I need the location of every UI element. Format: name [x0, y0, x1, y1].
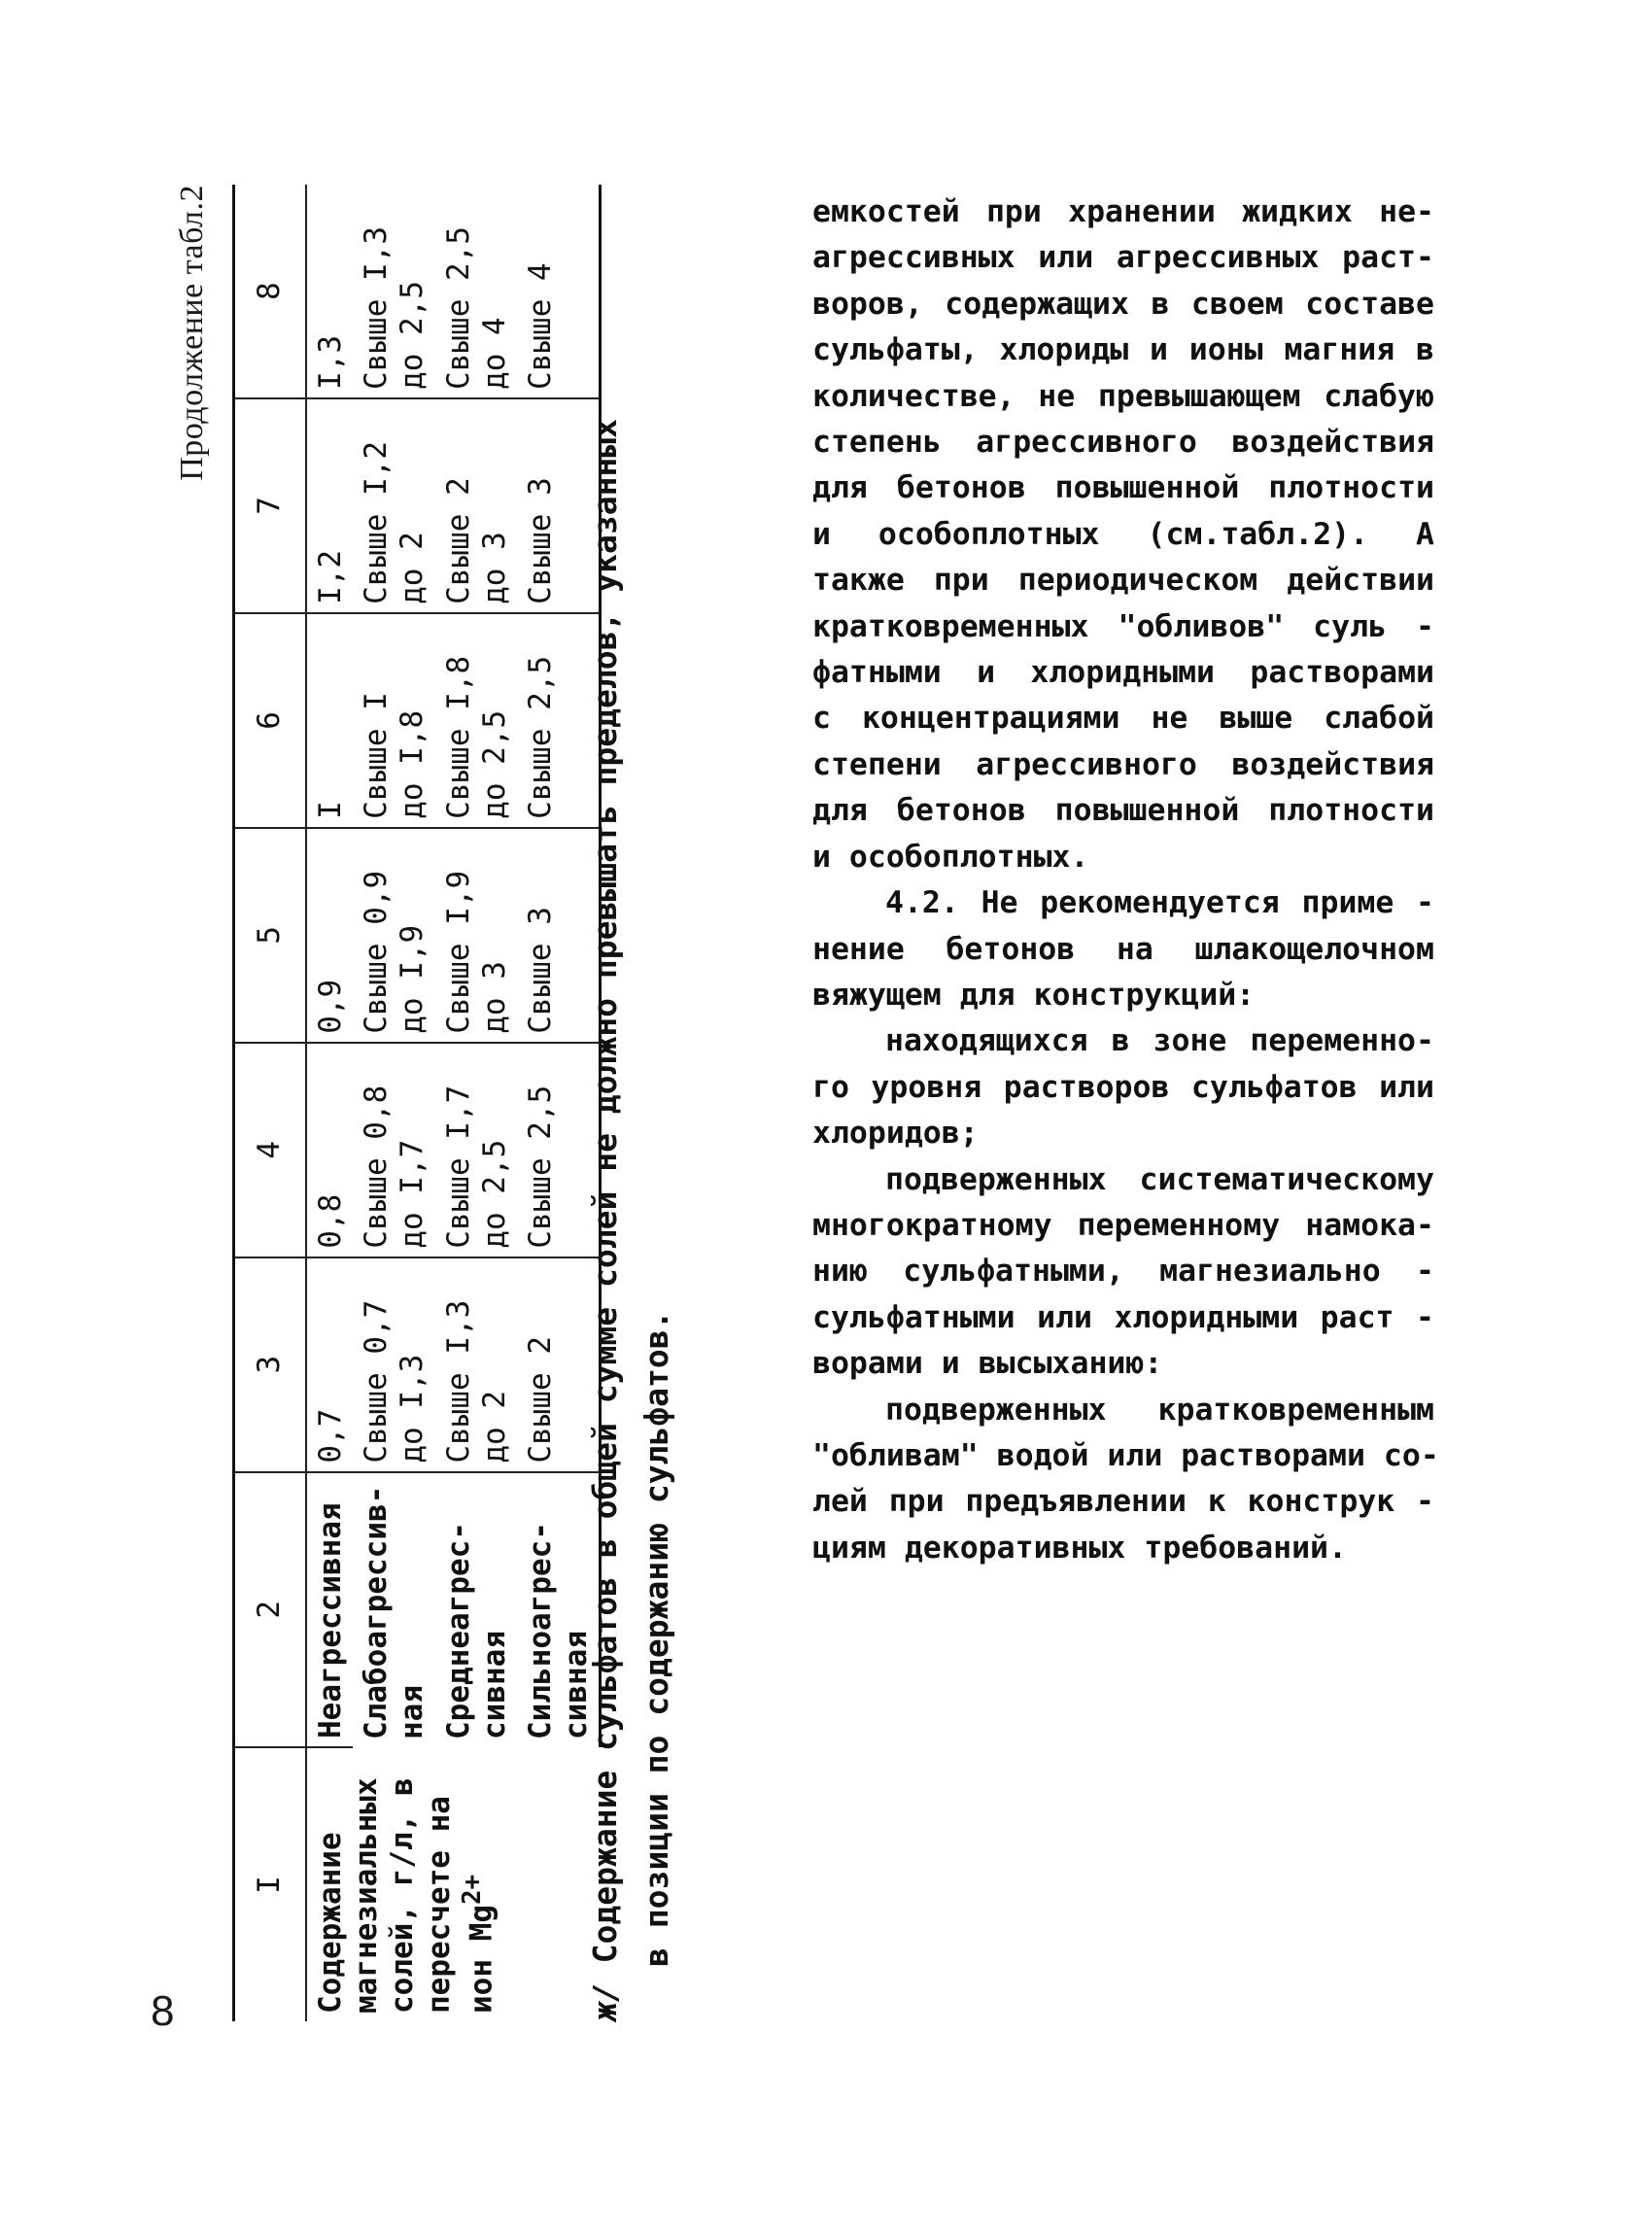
footnote-line-2: в позиции по содержанию сульфатов. — [637, 1310, 675, 1967]
col-header-3: 3 — [234, 1257, 307, 1472]
col-header-1: I — [234, 1747, 307, 2021]
table-row — [435, 185, 517, 2021]
value-cell: Свыше 2,5 — [517, 1043, 601, 1257]
value-cell: Свыше 3 — [517, 828, 601, 1043]
paragraph-4: подверженных систематическому многократному переменному намока- нию сульфатными, магнезиально - сульфатными или хлоридными раст - ворами и высыханию: — [812, 1161, 1434, 1382]
table-caption: Продолжение табл.2 — [174, 185, 210, 481]
magnesium-salts-table — [232, 185, 602, 2021]
col-header-4: 4 — [234, 1043, 307, 1257]
value-cell: Свыше 0,7 до I,3 — [353, 1257, 434, 1472]
value-cell: Свыше 3 — [517, 398, 601, 613]
degree-cell: Слабоагрессив- ная — [359, 1485, 430, 1739]
col-header-5: 5 — [234, 828, 307, 1043]
value-cell: Свыше I,3 до 2,5 — [353, 185, 434, 398]
value-cell: 0,9 — [306, 828, 353, 1043]
value-cell: Свыше 4 — [517, 185, 601, 398]
value-cell: Свыше I,8 до 2,5 — [435, 613, 517, 828]
degree-cell: Среднеагрес- сивная — [440, 1522, 512, 1739]
table-row — [353, 185, 434, 2021]
col-header-8: 8 — [234, 185, 307, 398]
paragraph-2: 4.2. Не рекомендуется приме - нение бетонов на шлакощелочном вяжущем для конструкций: — [812, 885, 1434, 1013]
col-header-7: 7 — [234, 398, 307, 613]
degree-cell: Сильноагрес- сивная — [517, 1472, 601, 1747]
value-cell: Свыше 2,5 — [517, 613, 601, 828]
value-cell: Свыше I,2 до 2 — [353, 398, 434, 613]
value-cell: 0,7 — [306, 1257, 353, 1472]
col-header-2: 2 — [234, 1472, 307, 1747]
footnote-line-1: ж/ Содержание сульфатов в общей сумме солей не должно превышать пределов, указанных — [586, 418, 624, 2021]
value-cell: Свыше 0,9 до I,9 — [353, 828, 434, 1043]
value-cell: Свыше 0,8 до I,7 — [353, 1043, 434, 1257]
body-text-column — [812, 189, 1439, 1571]
value-cell: Свыше 2 до 3 — [435, 398, 517, 613]
paragraph-1: емкостей при хранении жидких не- агрессивных или агрессивных раст- воров, содержащих в своем составе сульфаты, хлориды и ионы магния в количестве, не превышающем слабую степень агрессивного воздействия для бетонов повышенной плотности и особоплотных (см.табл.2). А также при периодическом действии кратковременных "обливов" суль - фатными и хлоридными растворами с концентрациями не выше слабой степени агрессивного воздействия для бетонов повышенной плотности и особоплотных. — [812, 194, 1434, 875]
value-cell: I,2 — [306, 398, 353, 613]
value-cell: Свыше I,3 до 2 — [435, 1257, 517, 1472]
table-row — [306, 185, 353, 2021]
indicator-cell: Содержание магнезиальных солей, г/л, в пересчете на ион $Mg^{2+}$ — [313, 1777, 499, 2014]
value-cell: I,3 — [306, 185, 353, 398]
col-header-6: 6 — [234, 613, 307, 828]
value-cell: Свыше 2,5 до 4 — [435, 185, 517, 398]
value-cell: Свыше I,7 до 2,5 — [435, 1043, 517, 1257]
page-number: 8 — [151, 1987, 175, 2035]
rotated-table-block — [160, 185, 743, 2021]
table-footnote — [580, 185, 683, 2021]
value-cell: Свыше I до I,8 — [353, 613, 434, 828]
degree-cell: Неагрессивная — [306, 1472, 353, 1747]
value-cell: 0,8 — [306, 1043, 353, 1257]
table-header-row — [234, 185, 307, 2021]
value-cell: Свыше 2 — [517, 1257, 601, 1472]
footnote-mark: ж/ — [586, 1982, 624, 2021]
paragraph-5: подверженных кратковременным "обливам" водой или растворами со- лей при предъявлении к конструк - циям декоративных требований. — [812, 1392, 1439, 1566]
paragraph-3: находящихся в зоне переменно- го уровня растворов сульфатов или хлоридов; — [812, 1023, 1434, 1152]
value-cell: Свыше I,9 до 3 — [435, 828, 517, 1043]
value-cell: I — [306, 613, 353, 828]
